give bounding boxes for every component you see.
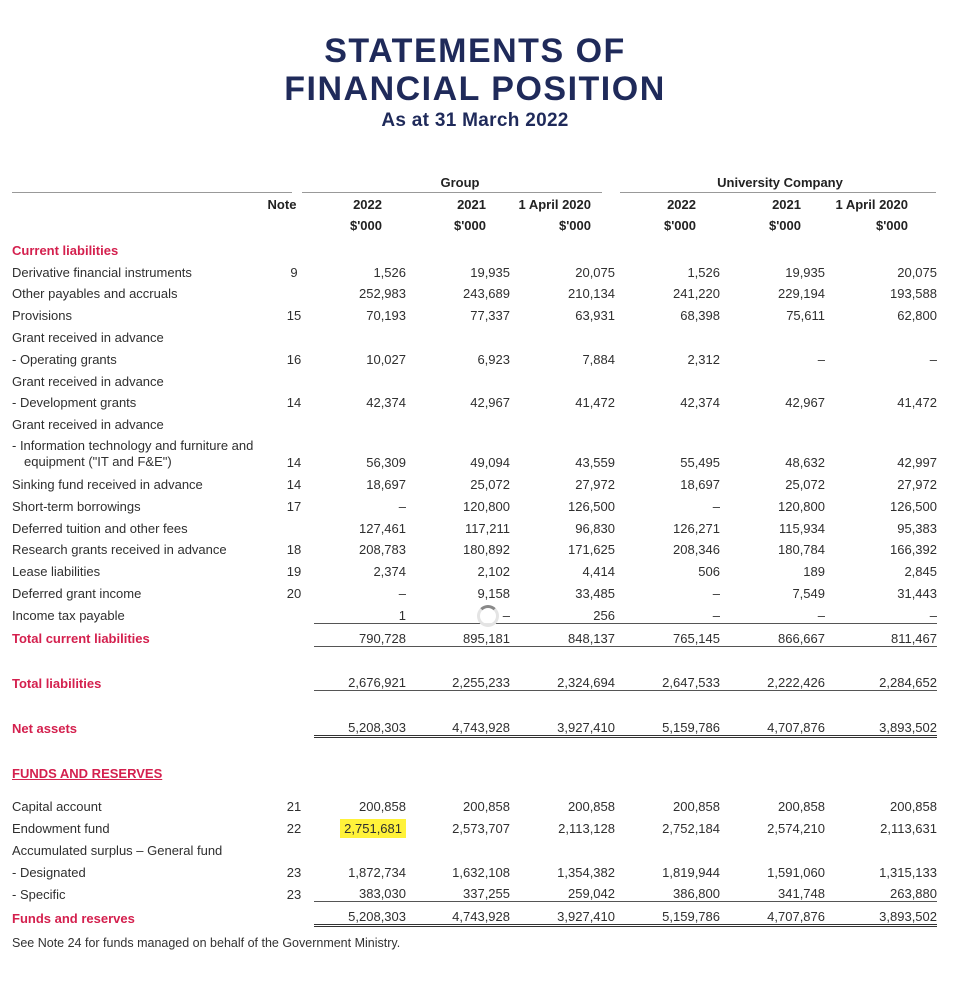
university-header-rule: [620, 192, 936, 193]
cell: 337,255: [463, 886, 510, 902]
row-label: Sinking fund received in advance: [12, 476, 203, 492]
cell: 120,800: [778, 498, 825, 514]
cell: 2,573,707: [452, 820, 510, 836]
cell: 9,158: [477, 585, 510, 601]
cell: 10,027: [366, 351, 406, 367]
cell: [720, 367, 825, 389]
page-title-line-2: FINANCIAL POSITION: [284, 70, 666, 108]
cell: 1,819,944: [662, 864, 720, 880]
cell: [510, 367, 615, 389]
cell: 5,208,303: [314, 902, 406, 926]
cell: 1,632,108: [452, 864, 510, 880]
cell: 1: [398, 607, 406, 623]
table-row: [12, 258, 937, 280]
cell: 811,467: [825, 623, 937, 646]
loading-spinner-icon: [477, 605, 499, 627]
row-note: 23: [286, 886, 302, 902]
cell: 4,414: [582, 564, 615, 580]
cell: –: [817, 351, 825, 367]
cell: 790,728: [314, 623, 406, 646]
cell: 77,337: [470, 308, 510, 324]
row-designated: [12, 858, 937, 880]
cell: 62,800: [897, 308, 937, 324]
cell: 866,667: [720, 623, 825, 646]
cell: 42,967: [470, 395, 510, 411]
cell: 200,858: [359, 799, 406, 815]
cell: 19,935: [785, 264, 825, 280]
row-label: Derivative financial instruments: [12, 264, 192, 280]
row-total-liabilities: [12, 668, 937, 690]
cell: 2,312: [687, 351, 720, 367]
row-note: [274, 410, 314, 432]
row-net-assets: [12, 713, 937, 736]
row-label: Deferred tuition and other fees: [12, 520, 188, 536]
page-subtitle: As at 31 March 2022: [381, 110, 569, 131]
note-header: Note: [267, 197, 297, 212]
cell: [825, 410, 937, 432]
row-capital-account: [12, 792, 937, 814]
row-label: - Designated: [12, 864, 86, 880]
section-heading: Current liabilities: [12, 242, 119, 258]
header-rule-left: [12, 192, 292, 193]
cell: 256: [593, 607, 615, 623]
cell: [314, 367, 406, 389]
col6-year: 1 April 2020: [835, 197, 908, 212]
cell: 2,222,426: [720, 668, 825, 690]
financial-position-table: [12, 236, 937, 927]
cell: [720, 410, 825, 432]
footnote: See Note 24 for funds managed on behalf of the Government Ministry.: [12, 936, 401, 950]
cell: 263,880: [890, 886, 937, 902]
cell: 2,574,210: [767, 820, 825, 836]
table-row: [12, 557, 937, 579]
cell: [314, 410, 406, 432]
cell: 383,030: [359, 886, 406, 902]
cell: 1,526: [373, 264, 406, 280]
section-heading: FUNDS AND RESERVES: [12, 766, 163, 782]
col5-unit: $'000: [768, 218, 801, 233]
table-row: [12, 514, 937, 536]
cell: 126,271: [673, 520, 720, 536]
row-label: - Operating grants: [12, 351, 117, 367]
cell: 96,830: [575, 520, 615, 536]
cell: 127,461: [359, 520, 406, 536]
cell: 63,931: [575, 308, 615, 324]
row-label: Total liabilities: [12, 675, 102, 691]
cell: 2,324,694: [510, 668, 615, 690]
cell: 208,346: [673, 542, 720, 558]
table-row: [12, 470, 937, 492]
cell: 5,159,786: [615, 902, 720, 926]
row-note: 21: [286, 799, 302, 815]
cell: 42,374: [680, 395, 720, 411]
cell: 42,967: [785, 395, 825, 411]
cell: 341,748: [778, 886, 825, 902]
cell: 120,800: [463, 498, 510, 514]
row-note: [274, 601, 314, 623]
cell: 2,845: [904, 564, 937, 580]
cell: 1,315,133: [879, 864, 937, 880]
cell: 208,783: [359, 542, 406, 558]
cell: 200,858: [890, 799, 937, 815]
cell: 2,102: [477, 564, 510, 580]
row-note: [274, 514, 314, 536]
cell: 20,075: [897, 264, 937, 280]
row-note: 18: [286, 542, 302, 558]
row-label: Endowment fund: [12, 820, 110, 836]
table-row: [12, 280, 937, 302]
row-label: Total current liabilities: [12, 631, 150, 647]
cell: [406, 410, 510, 432]
col3-year: 1 April 2020: [518, 197, 591, 212]
cell: 117,211: [464, 520, 510, 536]
table-row: [12, 410, 937, 432]
cell: 506: [698, 564, 720, 580]
cell: 3,927,410: [510, 902, 615, 926]
cell: 115,934: [778, 520, 825, 536]
cell: 1,872,734: [348, 864, 406, 880]
cell: [615, 323, 720, 345]
cell: 200,858: [568, 799, 615, 815]
col3-unit: $'000: [558, 218, 591, 233]
cell: 27,972: [897, 476, 937, 492]
cell: [825, 323, 937, 345]
cell: 95,383: [897, 520, 937, 536]
cell: [615, 410, 720, 432]
col5-year: 2021: [772, 197, 801, 212]
cell: 25,072: [785, 476, 825, 492]
row-label: Accumulated surplus – General fund: [12, 842, 223, 858]
section-current-liabilities: [12, 236, 937, 258]
cell: 171,625: [568, 542, 615, 558]
cell: –: [929, 607, 937, 623]
cell: [406, 323, 510, 345]
row-label: Capital account: [12, 799, 102, 815]
cell: 895,181: [406, 623, 510, 646]
cell: 7,884: [582, 351, 615, 367]
row-note: 19: [286, 564, 302, 580]
row-label: Deferred grant income: [12, 585, 142, 601]
table-row: [12, 367, 937, 389]
cell: 75,611: [786, 308, 825, 324]
cell: 19,935: [470, 264, 510, 280]
cell: 18,697: [366, 476, 406, 492]
cell: 4,743,928: [406, 713, 510, 736]
col4-year: 2022: [667, 197, 696, 212]
col1-unit: $'000: [349, 218, 382, 233]
row-endowment-fund: [12, 814, 937, 836]
cell: 49,094: [470, 455, 510, 471]
cell: 126,500: [890, 498, 937, 514]
row-note: [274, 323, 314, 345]
cell: 848,137: [510, 623, 615, 646]
row-funds-and-reserves: [12, 902, 937, 926]
row-label: Other payables and accruals: [12, 286, 178, 302]
row-label: Research grants received in advance: [12, 542, 227, 558]
group-header-rule: [302, 192, 602, 193]
table-row: [12, 301, 937, 323]
row-note: 15: [286, 308, 302, 324]
cell: 25,072: [470, 476, 510, 492]
cell: –: [712, 607, 720, 623]
highlighted-cell: 2,751,681: [340, 819, 406, 838]
row-note: 23: [286, 864, 302, 880]
cell: 252,983: [359, 286, 406, 302]
cell: 5,159,786: [615, 713, 720, 736]
cell: 18,697: [680, 476, 720, 492]
university-header: University Company: [717, 175, 843, 190]
cell: 20,075: [575, 264, 615, 280]
cell: 1,526: [687, 264, 720, 280]
row-label: - Information technology and furniture and equipment ("IT and F&E"): [12, 438, 254, 470]
cell: 3,893,502: [825, 713, 937, 736]
cell: 765,145: [615, 623, 720, 646]
row-note: 20: [286, 585, 302, 601]
cell: –: [712, 585, 720, 601]
cell: 7,549: [792, 585, 825, 601]
row-label: Short-term borrowings: [12, 498, 141, 514]
cell: 259,042: [568, 886, 615, 902]
row-label: Grant received in advance: [12, 373, 164, 389]
row-label: Grant received in advance: [12, 417, 164, 433]
table-row: [12, 323, 937, 345]
cell: 70,193: [366, 308, 406, 324]
row-specific: [12, 880, 937, 902]
cell: [510, 410, 615, 432]
row-note: 14: [286, 395, 302, 411]
cell: 2,374: [373, 564, 406, 580]
cell: 4,707,876: [720, 713, 825, 736]
cell: [615, 367, 720, 389]
cell: 2,113,128: [558, 820, 615, 836]
cell: 229,194: [778, 286, 825, 302]
cell: 4,707,876: [720, 902, 825, 926]
cell: –: [502, 607, 510, 623]
cell: 1,591,060: [767, 864, 825, 880]
col4-unit: $'000: [663, 218, 696, 233]
cell: 180,784: [778, 542, 825, 558]
table-row: [12, 345, 937, 367]
cell: 386,800: [673, 886, 720, 902]
cell: 166,392: [890, 542, 937, 558]
cell: 1,354,382: [557, 864, 615, 880]
cell: [510, 323, 615, 345]
cell: 55,495: [680, 455, 720, 471]
cell: 2,647,533: [615, 668, 720, 690]
row-note: [274, 280, 314, 302]
cell: 200,858: [673, 799, 720, 815]
col2-unit: $'000: [453, 218, 486, 233]
cell: 2,676,921: [314, 668, 406, 690]
section-funds-reserves: [12, 760, 937, 782]
cell: 41,472: [575, 395, 615, 411]
cell: 4,743,928: [406, 902, 510, 926]
row-label: Net assets: [12, 721, 78, 737]
cell: 3,893,502: [825, 902, 937, 926]
cell: 210,134: [568, 286, 615, 302]
cell: 3,927,410: [510, 713, 615, 736]
group-header: Group: [440, 175, 480, 190]
cell: 193,588: [890, 286, 937, 302]
cell: 2,113,631: [880, 820, 937, 836]
cell: 68,398: [680, 308, 720, 324]
table-row: [12, 492, 937, 514]
cell: 43,559: [575, 455, 615, 471]
row-label: Provisions: [12, 308, 72, 324]
table-row: [12, 432, 937, 470]
cell: [314, 323, 406, 345]
cell: 27,972: [575, 476, 615, 492]
cell: –: [929, 351, 937, 367]
cell: 42,997: [897, 455, 937, 471]
cell: –: [712, 498, 720, 514]
cell: –: [817, 607, 825, 623]
row-note: 16: [286, 351, 302, 367]
cell: 2,255,233: [406, 668, 510, 690]
cell: 200,858: [778, 799, 825, 815]
cell: 41,472: [897, 395, 937, 411]
cell: –: [398, 585, 406, 601]
row-label: Lease liabilities: [12, 564, 101, 580]
cell: 2,752,184: [662, 820, 720, 836]
cell: [406, 367, 510, 389]
row-note: 9: [290, 264, 298, 280]
col2-year: 2021: [457, 197, 486, 212]
table-row: [12, 536, 937, 558]
row-total-current-liabilities: [12, 623, 937, 646]
cell: 189: [803, 564, 825, 580]
row-note: 14: [286, 476, 302, 492]
cell: 243,689: [463, 286, 510, 302]
cell: [720, 323, 825, 345]
table-row: [12, 579, 937, 601]
row-note: 22: [286, 820, 302, 836]
table-row: [12, 389, 937, 411]
table-row: [12, 601, 937, 623]
row-label: - Specific: [12, 886, 66, 902]
cell: 200,858: [463, 799, 510, 815]
cell: 2,284,652: [825, 668, 937, 690]
cell: 241,220: [673, 286, 720, 302]
row-label: Income tax payable: [12, 608, 125, 624]
row-label: Grant received in advance: [12, 329, 164, 345]
col6-unit: $'000: [875, 218, 908, 233]
row-note: 17: [286, 498, 302, 514]
row-note: 14: [286, 455, 302, 471]
cell: [825, 367, 937, 389]
col1-year: 2022: [353, 197, 382, 212]
cell: –: [398, 498, 406, 514]
cell: 56,309: [366, 455, 406, 471]
row-accumulated-surplus: [12, 836, 937, 858]
row-label: Funds and reserves: [12, 910, 135, 926]
cell: 31,443: [897, 585, 937, 601]
cell: 6,923: [477, 351, 510, 367]
row-label: - Development grants: [12, 395, 137, 411]
page-title-line-1: STATEMENTS OF: [324, 32, 626, 70]
row-note: [274, 367, 314, 389]
cell: 42,374: [366, 395, 406, 411]
cell: 5,208,303: [314, 713, 406, 736]
cell: 33,485: [575, 585, 615, 601]
cell: 126,500: [568, 498, 615, 514]
cell: 180,892: [463, 542, 510, 558]
cell: 48,632: [785, 455, 825, 471]
